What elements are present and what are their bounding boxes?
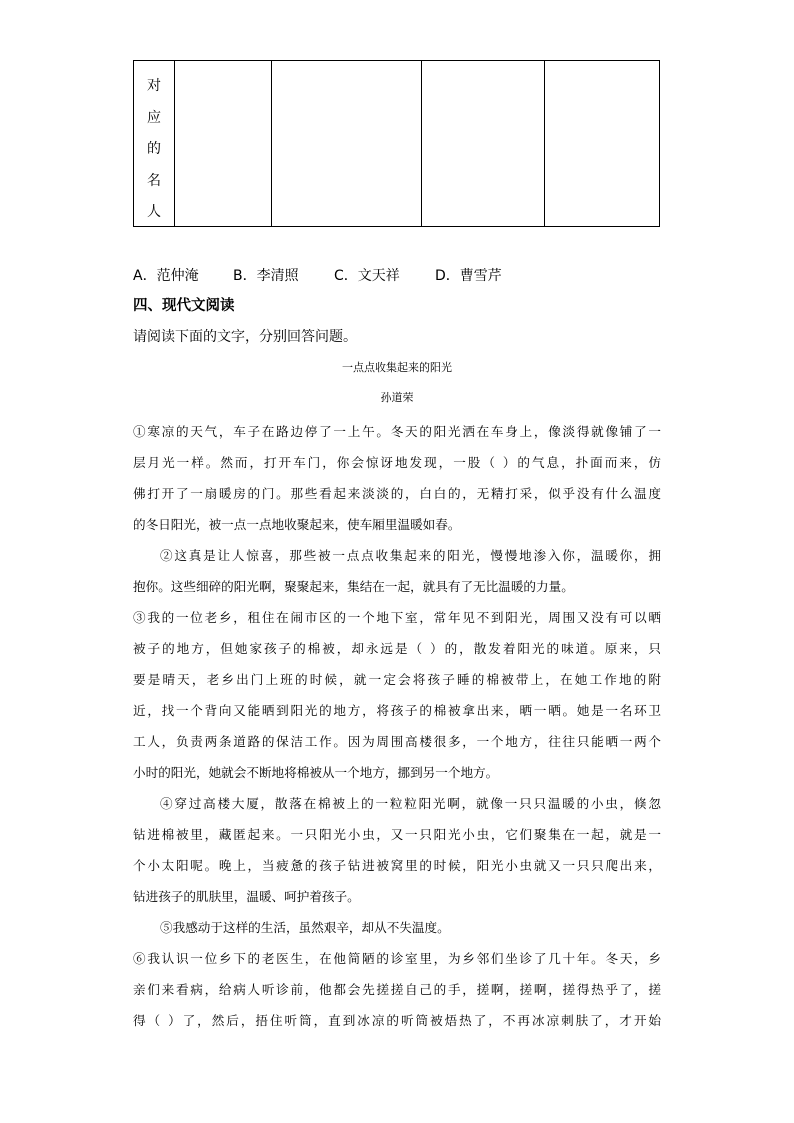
article-line: 亲们来看病，给病人听诊前，他都会先搓搓自己的手，搓啊，搓啊，搓得热乎了，搓 — [133, 982, 661, 997]
article-line: ③我的一位老乡，租住在闹市区的一个地下室，常年见不到阳光，周围又没有可以晒 — [133, 610, 661, 625]
article-line: 抱你。这些细碎的阳光啊，聚聚起来，集结在一起，就具有了无比温暖的力量。 — [133, 579, 574, 594]
article-line: 佛打开了一扇暖房的门。那些看起来淡淡的，白白的，无精打采，似乎没有什么温度 — [133, 486, 661, 501]
row-header-char: 名 — [147, 172, 161, 189]
row-header-char: 人 — [147, 204, 161, 220]
table-column-divider — [174, 61, 175, 226]
instruction-text: 请阅读下面的文字，分别回答问题。 — [133, 329, 357, 345]
article-line: ④穿过高楼大厦，散落在棉被上的一粒粒阳光啊，就像一只只温暖的小虫，倏忽 — [160, 796, 661, 811]
table-column-divider — [421, 61, 422, 226]
article-line: 钻进棉被里，藏匿起来。一只阳光小虫，又一只阳光小虫，它们聚集在一起，就是一 — [133, 827, 661, 842]
article-line: 层月光一样。然而，打开车门，你会惊讶地发现，一股（ ）的气息，扑面而来，仿 — [133, 455, 661, 470]
article-line: 得（ ）了，然后，捂住听筒，直到冰凉的听筒被焐热了，不再冰凉刺肤了，才开始 — [133, 1013, 661, 1028]
table-row-header — [134, 71, 174, 229]
match-table — [133, 60, 660, 227]
choice-c: C．文天祥 — [334, 268, 400, 284]
article-line: 近，找一个背向又能晒到阳光的地方，将孩子的棉被拿出来，晒一晒。她是一名环卫 — [133, 703, 661, 718]
choice-d: D．曹雪芹 — [435, 268, 502, 284]
section-heading: 四、现代文阅读 — [133, 298, 235, 314]
article-line: 要是晴天，老乡出门上班的时候，就一定会将孩子睡的棉被带上，在她工作地的附 — [133, 672, 661, 687]
article-line: ②这真是让人惊喜，那些被一点点收集起来的阳光，慢慢地渗入你，温暖你，拥 — [160, 548, 661, 563]
article-title: 一点点收集起来的阳光 — [342, 361, 452, 374]
article-line: 个小太阳呢。晚上，当疲惫的孩子钻进被窝里的时候，阳光小虫就又一只只爬出来， — [133, 858, 661, 873]
article-author: 孙道荣 — [380, 391, 414, 404]
article-line: ①寒凉的天气，车子在路边停了一上午。冬天的阳光洒在车身上，像淡得就像铺了一 — [133, 424, 661, 439]
choice-b: B．李清照 — [233, 268, 299, 284]
article-line: ⑤我感动于这样的生活，虽然艰辛，却从不失温度。 — [160, 920, 450, 935]
table-column-divider — [544, 61, 545, 226]
choice-a: A．范仲淹 — [133, 268, 199, 284]
article-line: 工人，负责两条道路的保洁工作。因为周围高楼很多，一个地方，往往只能晒一两个 — [133, 734, 661, 749]
row-header-char: 的 — [147, 141, 161, 157]
row-header-char: 对 — [147, 78, 161, 94]
article-line: ⑥我认识一位乡下的老医生，在他简陋的诊室里，为乡邻们坐诊了几十年。冬天，乡 — [133, 951, 661, 966]
article-line: 的冬日阳光，被一点一点地收聚起来，使车厢里温暖如春。 — [133, 517, 461, 532]
article-line: 钻进孩子的肌肤里，温暖、呵护着孩子。 — [133, 889, 360, 904]
row-header-char: 应 — [147, 109, 161, 126]
article-line: 小时的阳光，她就会不断地将棉被从一个地方，挪到另一个地方。 — [133, 765, 499, 780]
table-column-divider — [271, 61, 272, 226]
article-line: 被子的地方，但她家孩子的棉被，却永远是（ ）的，散发着阳光的味道。原来，只 — [133, 641, 661, 656]
